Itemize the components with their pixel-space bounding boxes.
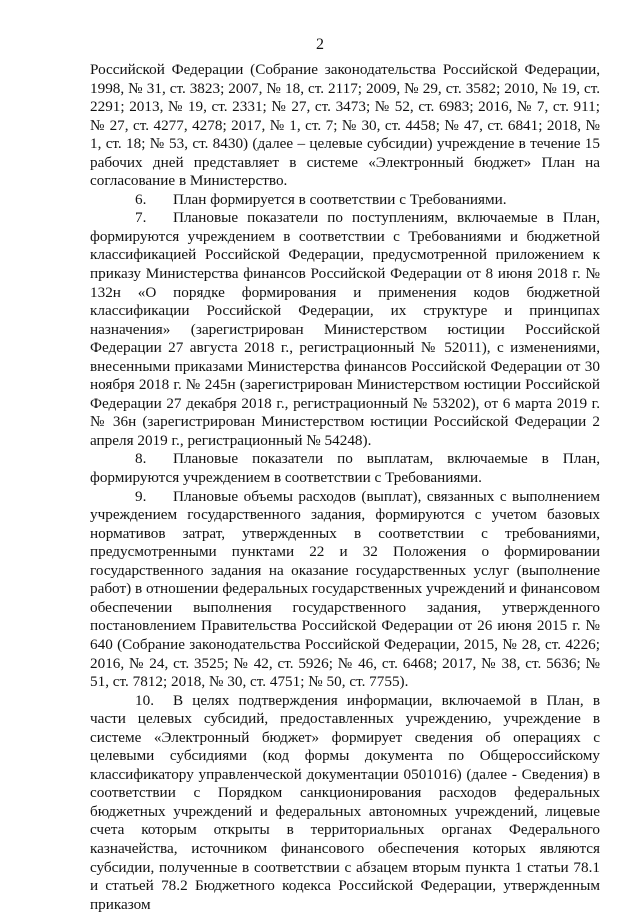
- paragraph-9: [90, 488, 600, 692]
- paragraph-number: 9.: [135, 487, 147, 505]
- paragraph-number: 10.: [135, 691, 154, 709]
- paragraph-continuation: [90, 61, 600, 191]
- paragraph-number: 8.: [135, 450, 147, 468]
- paragraph-text: Российской Федерации (Собрание законодательства Российской Федерации, 1998, № 31, ст. 3823; 2007, № 18, ст. 2117; 2009, № 29, ст. 3582; 2010, № 19, ст. 2291; 2013, № 19, ст. 2331; № 27, ст. 3473; № 52, ст. 6983; 2016, № 7, ст. 911; № 27, ст. 4277, 4278; 2017, № 1, ст. 7; № 30, ст. 4458; № 47, ст. 6841; 2018, № 1, ст. 18; № 53, ст. 8430) (далее – целевые субсидии) учреждение в течение 15 рабочих дней представляет в системе «Электронный бюджет» План на согласование в Министерство.: [90, 61, 600, 190]
- paragraph-10: [90, 692, 600, 914]
- paragraph-text: План формируется в соответствии с Требованиями.: [173, 190, 507, 208]
- paragraph-number: 7.: [135, 209, 147, 227]
- paragraph-7: [90, 209, 600, 450]
- paragraph-number: 6.: [135, 190, 147, 208]
- paragraph-text: Плановые показатели по поступлениям, включаемые в План, формируются учреждением в соответствии с Требованиями и бюджетной классификацией Российской Федерации, предусмотренной приложением к приказу Министерства финансов Российской Федерации от 8 июня 2018 г. № 132н «О порядке формирования и применения кодов бюджетной классификации Российской Федерации, их структуре и принципах назначения» (зарегистрирован Министерством юстиции Российской Федерации 27 августа 2018 г., регистрационный № 52011), с изменениями, внесенными приказами Министерства финансов Российской Федерации от 30 ноября 2018 г. № 245н (зарегистрирован Министерством юстиции Российской Федерации 27 декабря 2018 г., регистрационный № 53202), от 6 марта 2019 г. № 36н (зарегистрирован Министерством юстиции Российской Федерации 2 апреля 2019 г., регистрационный № 54248).: [90, 209, 600, 449]
- document-body: [90, 61, 600, 914]
- paragraph-text: Плановые показатели по выплатам, включаемые в План, формируются учреждением в соответствии с Требованиями.: [90, 450, 600, 487]
- paragraph-8: [90, 450, 600, 487]
- paragraph-6: [90, 191, 600, 210]
- paragraph-text: Плановые объемы расходов (выплат), связанных с выполнением учреждением государственного задания, формируются с учетом базовых нормативов затрат, утвержденных в соответствии с требованиями, предусмотренными пунктами 22 и 32 Положения о формировании государственного задания на оказание государственных услуг (выполнение работ) в отношении федеральных государственных учреждений и финансовом обеспечении выполнения государственного задания, утвержденного постановлением Правительства Российской Федерации от 26 июня 2015 г. № 640 (Собрание законодательства Российской Федерации, 2015, № 28, ст. 4226; 2016, № 24, ст. 3525; № 42, ст. 5926; № 46, ст. 6468; 2017, № 38, ст. 5636; № 51, ст. 7812; 2018, № 30, ст. 4751; № 50, ст. 7755).: [90, 487, 600, 691]
- page-number: 2: [316, 36, 324, 53]
- paragraph-text: В целях подтверждения информации, включаемой в План, в части целевых субсидий, предоставленных учреждению, учреждение в системе «Электронный бюджет» формирует сведения об операциях с целевыми субсидиями (код формы документа по Общероссийскому классификатору управленческой документации 0501016) (далее - Сведения) в соответствии с Порядком санкционирования расходов федеральных бюджетных учреждений и федеральных автономных учреждений, лицевые счета которым открыты в территориальных органах Федерального казначейства, источником финансового обеспечения которых являются субсидии, полученные в соответствии с абзацем вторым пункта 1 статьи 78.1 и статьей 78.2 Бюджетного кодекса Российской Федерации, утвержденным приказом: [90, 691, 600, 913]
